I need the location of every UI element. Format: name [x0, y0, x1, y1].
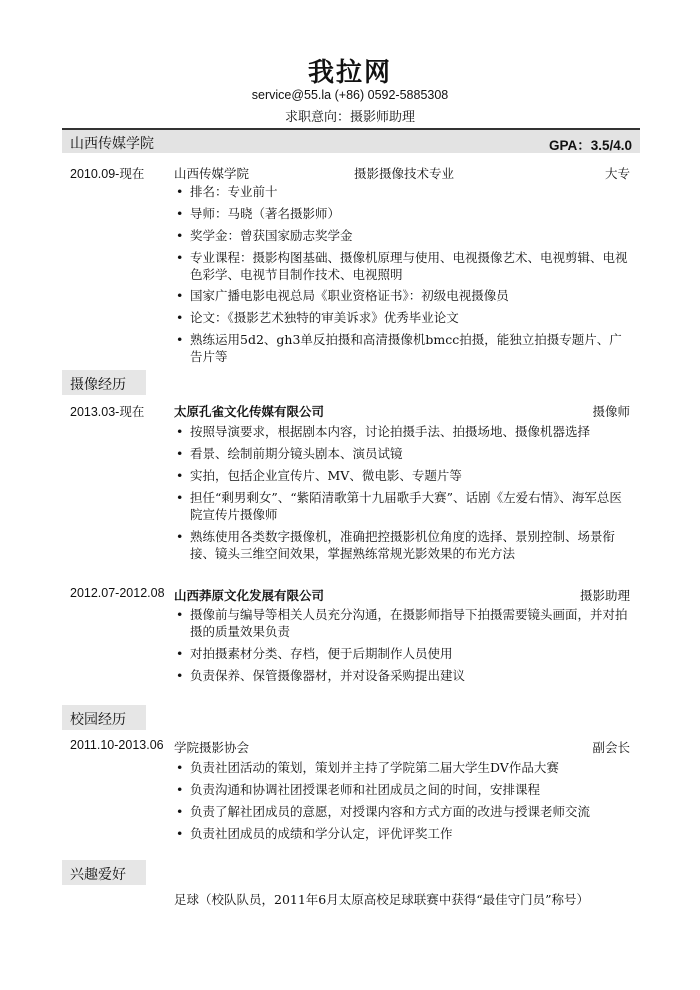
campus-row — [62, 737, 640, 755]
list-item: • 导师：马晓（著名摄影师） — [176, 205, 634, 222]
section-title-hobby: 兴趣爱好 — [62, 860, 146, 885]
education-school-title: 山西传媒学院 — [70, 136, 154, 152]
list-item: • 看景、绘制前期分镜头剧本、演员试镜 — [176, 445, 634, 462]
campus-date: 2011.10-2013.06 — [70, 738, 164, 752]
job-row — [62, 585, 640, 603]
education-degree: 大专 — [604, 166, 630, 181]
list-item: • 奖学金：曾获国家励志奖学金 — [176, 227, 634, 244]
job-date: 2012.07-2012.08 — [70, 586, 165, 600]
list-item: • 负责保养、保管摄像器材，并对设备采购提出建议 — [176, 667, 634, 684]
campus-org: 学院摄影协会 — [174, 740, 250, 755]
education-row — [62, 163, 640, 181]
education-list — [176, 183, 634, 370]
list-item: • 实拍，包括企业宣传片、MV、微电影、专题片等 — [176, 467, 634, 484]
education-header — [62, 128, 640, 153]
list-item: • 负责社团成员的成绩和学分认定，评优评奖工作 — [176, 825, 634, 842]
campus-role: 副会长 — [592, 740, 630, 755]
list-item: • 负责了解社团成员的意愿，对授课内容和方式方面的改进与授课老师交流 — [176, 803, 634, 820]
campus-list — [176, 759, 634, 847]
list-item: • 摄像前与编导等相关人员充分沟通，在摄影师指导下拍摄需要镜头画面，并对拍摄的质量效果负责 — [176, 606, 634, 640]
list-item: • 国家广播电影电视总局《职业资格证书》：初级电视摄像员 — [176, 287, 634, 304]
job-row — [62, 401, 640, 419]
list-item: • 担任“剩男剩女”、“紫陌清歌第十九届歌手大赛”、话剧《左爱右情》、海军总医院宣传片摄像师 — [176, 489, 634, 523]
list-item: • 熟练使用各类数字摄像机，准确把控摄影机位角度的选择、景别控制、场景衔接、镜头三维空间效果，掌握熟练常规光影效果的布光方法 — [176, 528, 634, 562]
job-role: 摄像师 — [592, 404, 630, 419]
job-list — [176, 606, 634, 689]
resume-name: 我拉网 — [307, 58, 392, 88]
list-item: • 排名：专业前十 — [176, 183, 634, 200]
job-intent: 求职意向：摄影师助理 — [284, 110, 415, 125]
list-item: • 负责沟通和协调社团授课老师和社团成员之间的时间，安排课程 — [176, 781, 634, 798]
education-major: 摄影摄像技术专业 — [354, 166, 455, 181]
list-item: • 按照导演要求，根据剧本内容，讨论拍摄手法、拍摄场地、摄像机器选择 — [176, 423, 634, 440]
hobby-text: 足球（校队队员，2011年6月太原高校足球联赛中获得“最佳守门员”称号） — [174, 892, 590, 907]
job-role: 摄影助理 — [579, 588, 630, 603]
gpa-value: GPA：3.5/4.0 — [548, 138, 632, 153]
job-org: 山西莽原文化发展有限公司 — [174, 588, 325, 603]
job-list — [176, 423, 634, 567]
list-item: • 论文：《摄影艺术独特的审美诉求》优秀毕业论文 — [176, 309, 634, 326]
list-item: • 负责社团活动的策划，策划并主持了学院第二届大学生DV作品大赛 — [176, 759, 634, 776]
education-org: 山西传媒学院 — [174, 166, 250, 181]
job-org: 太原孔雀文化传媒有限公司 — [174, 404, 325, 419]
job-date: 2013.03-现在 — [70, 405, 145, 419]
section-title-work: 摄像经历 — [62, 370, 146, 395]
education-date: 2010.09-现在 — [70, 167, 145, 181]
list-item: • 专业课程：摄影构图基础、摄像机原理与使用、电视摄像艺术、电视剪辑、电视色彩学、电视节目制作技术、电视照明 — [176, 249, 634, 283]
contact-line: service@55.la (+86) 0592-5885308 — [251, 88, 449, 102]
section-title-campus: 校园经历 — [62, 705, 146, 730]
list-item: • 对拍摄素材分类、存档，便于后期制作人员使用 — [176, 645, 634, 662]
list-item: • 熟练运用5d2、gh3单反拍摄和高清摄像机bmcc拍摄，能独立拍摄专题片、广告片等 — [176, 331, 634, 365]
